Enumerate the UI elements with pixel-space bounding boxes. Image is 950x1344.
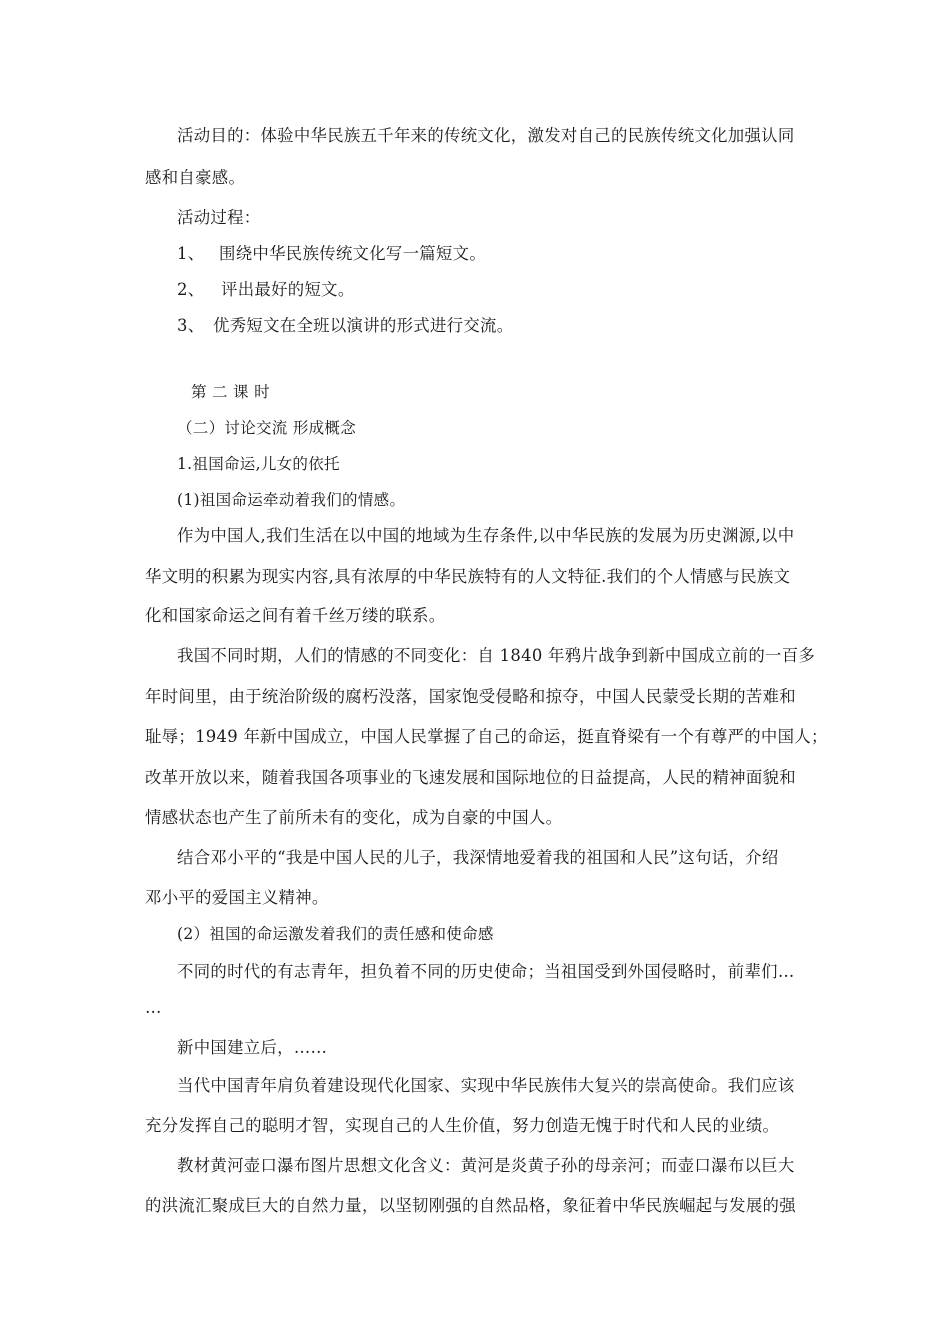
step-2-number: 2、 xyxy=(177,280,205,299)
subheading-1: (1)祖国命运牵动着我们的情感。 xyxy=(177,491,406,509)
heading-1: 1.祖国命运,儿女的依托 xyxy=(177,455,340,473)
para-2-line-1: 我国不同时期，人们的情感的不同变化：自 1840 年鸦片战争到新中国成立前的一百多 xyxy=(177,646,816,665)
para-2-line-3: 耻辱；1949 年新中国成立，中国人民掌握了自己的命运，挺直脊梁有一个有尊严的中国人； xyxy=(145,727,828,746)
purpose-line-2: 感和自豪感。 xyxy=(145,168,246,187)
para-5: 新中国建立后，…… xyxy=(177,1038,328,1057)
para-3-line-2: 邓小平的爱国主义精神。 xyxy=(145,888,329,907)
section-heading: （二）讨论交流 形成概念 xyxy=(177,419,357,437)
para-6-line-1: 当代中国青年肩负着建设现代化国家、实现中华民族伟大复兴的崇高使命。我们应该 xyxy=(177,1076,795,1095)
para-1-line-2: 华文明的积累为现实内容,具有浓厚的中华民族特有的人文特征.我们的个人情感与民族文 xyxy=(145,567,791,586)
process-label: 活动过程： xyxy=(177,208,261,227)
step-2-text: 评出最好的短文。 xyxy=(221,280,355,299)
para-2-line-5: 情感状态也产生了前所未有的变化，成为自豪的中国人。 xyxy=(145,808,563,827)
para-6-line-2: 充分发挥自己的聪明才智，实现自己的人生价值，努力创造无愧于时代和人民的业绩。 xyxy=(145,1116,780,1135)
step-1-number: 1、 xyxy=(177,244,205,263)
para-1-line-3: 化和国家命运之间有着千丝万缕的联系。 xyxy=(145,606,446,625)
para-3-line-1: 结合邓小平的“我是中国人民的儿子，我深情地爱着我的祖国和人民”这句话，介绍 xyxy=(177,848,779,867)
para-2-line-2: 年时间里，由于统治阶级的腐朽没落，国家饱受侵略和掠夺，中国人民蒙受长期的苦难和 xyxy=(145,687,796,706)
para-1-line-1: 作为中国人,我们生活在以中国的地域为生存条件,以中华民族的发展为历史渊源,以中 xyxy=(177,526,795,545)
para-7-line-1: 教材黄河壶口瀑布图片思想文化含义：黄河是炎黄子孙的母亲河；而壶口瀑布以巨大 xyxy=(177,1156,795,1175)
purpose-line-1: 活动目的：体验中华民族五千年来的传统文化，激发对自己的民族传统文化加强认同 xyxy=(177,126,795,145)
para-2-line-4: 改革开放以来，随着我国各项事业的飞速发展和国际地位的日益提高，人民的精神面貌和 xyxy=(145,768,796,787)
step-3-text: 优秀短文在全班以演讲的形式进行交流。 xyxy=(213,316,514,335)
para-4-line-2: … xyxy=(145,998,162,1017)
subheading-2: (2）祖国的命运激发着我们的责任感和使命感 xyxy=(177,925,494,943)
para-7-line-2: 的洪流汇聚成巨大的自然力量，以坚韧刚强的自然品格，象征着中华民族崛起与发展的强 xyxy=(145,1196,796,1215)
lesson-title: 第 二 课 时 xyxy=(191,383,270,401)
para-4-line-1: 不同的时代的有志青年，担负着不同的历史使命；当祖国受到外国侵略时，前辈们… xyxy=(177,962,795,981)
step-3-number: 3、 xyxy=(177,316,205,335)
step-1-text: 围绕中华民族传统文化写一篇短文。 xyxy=(219,244,487,263)
